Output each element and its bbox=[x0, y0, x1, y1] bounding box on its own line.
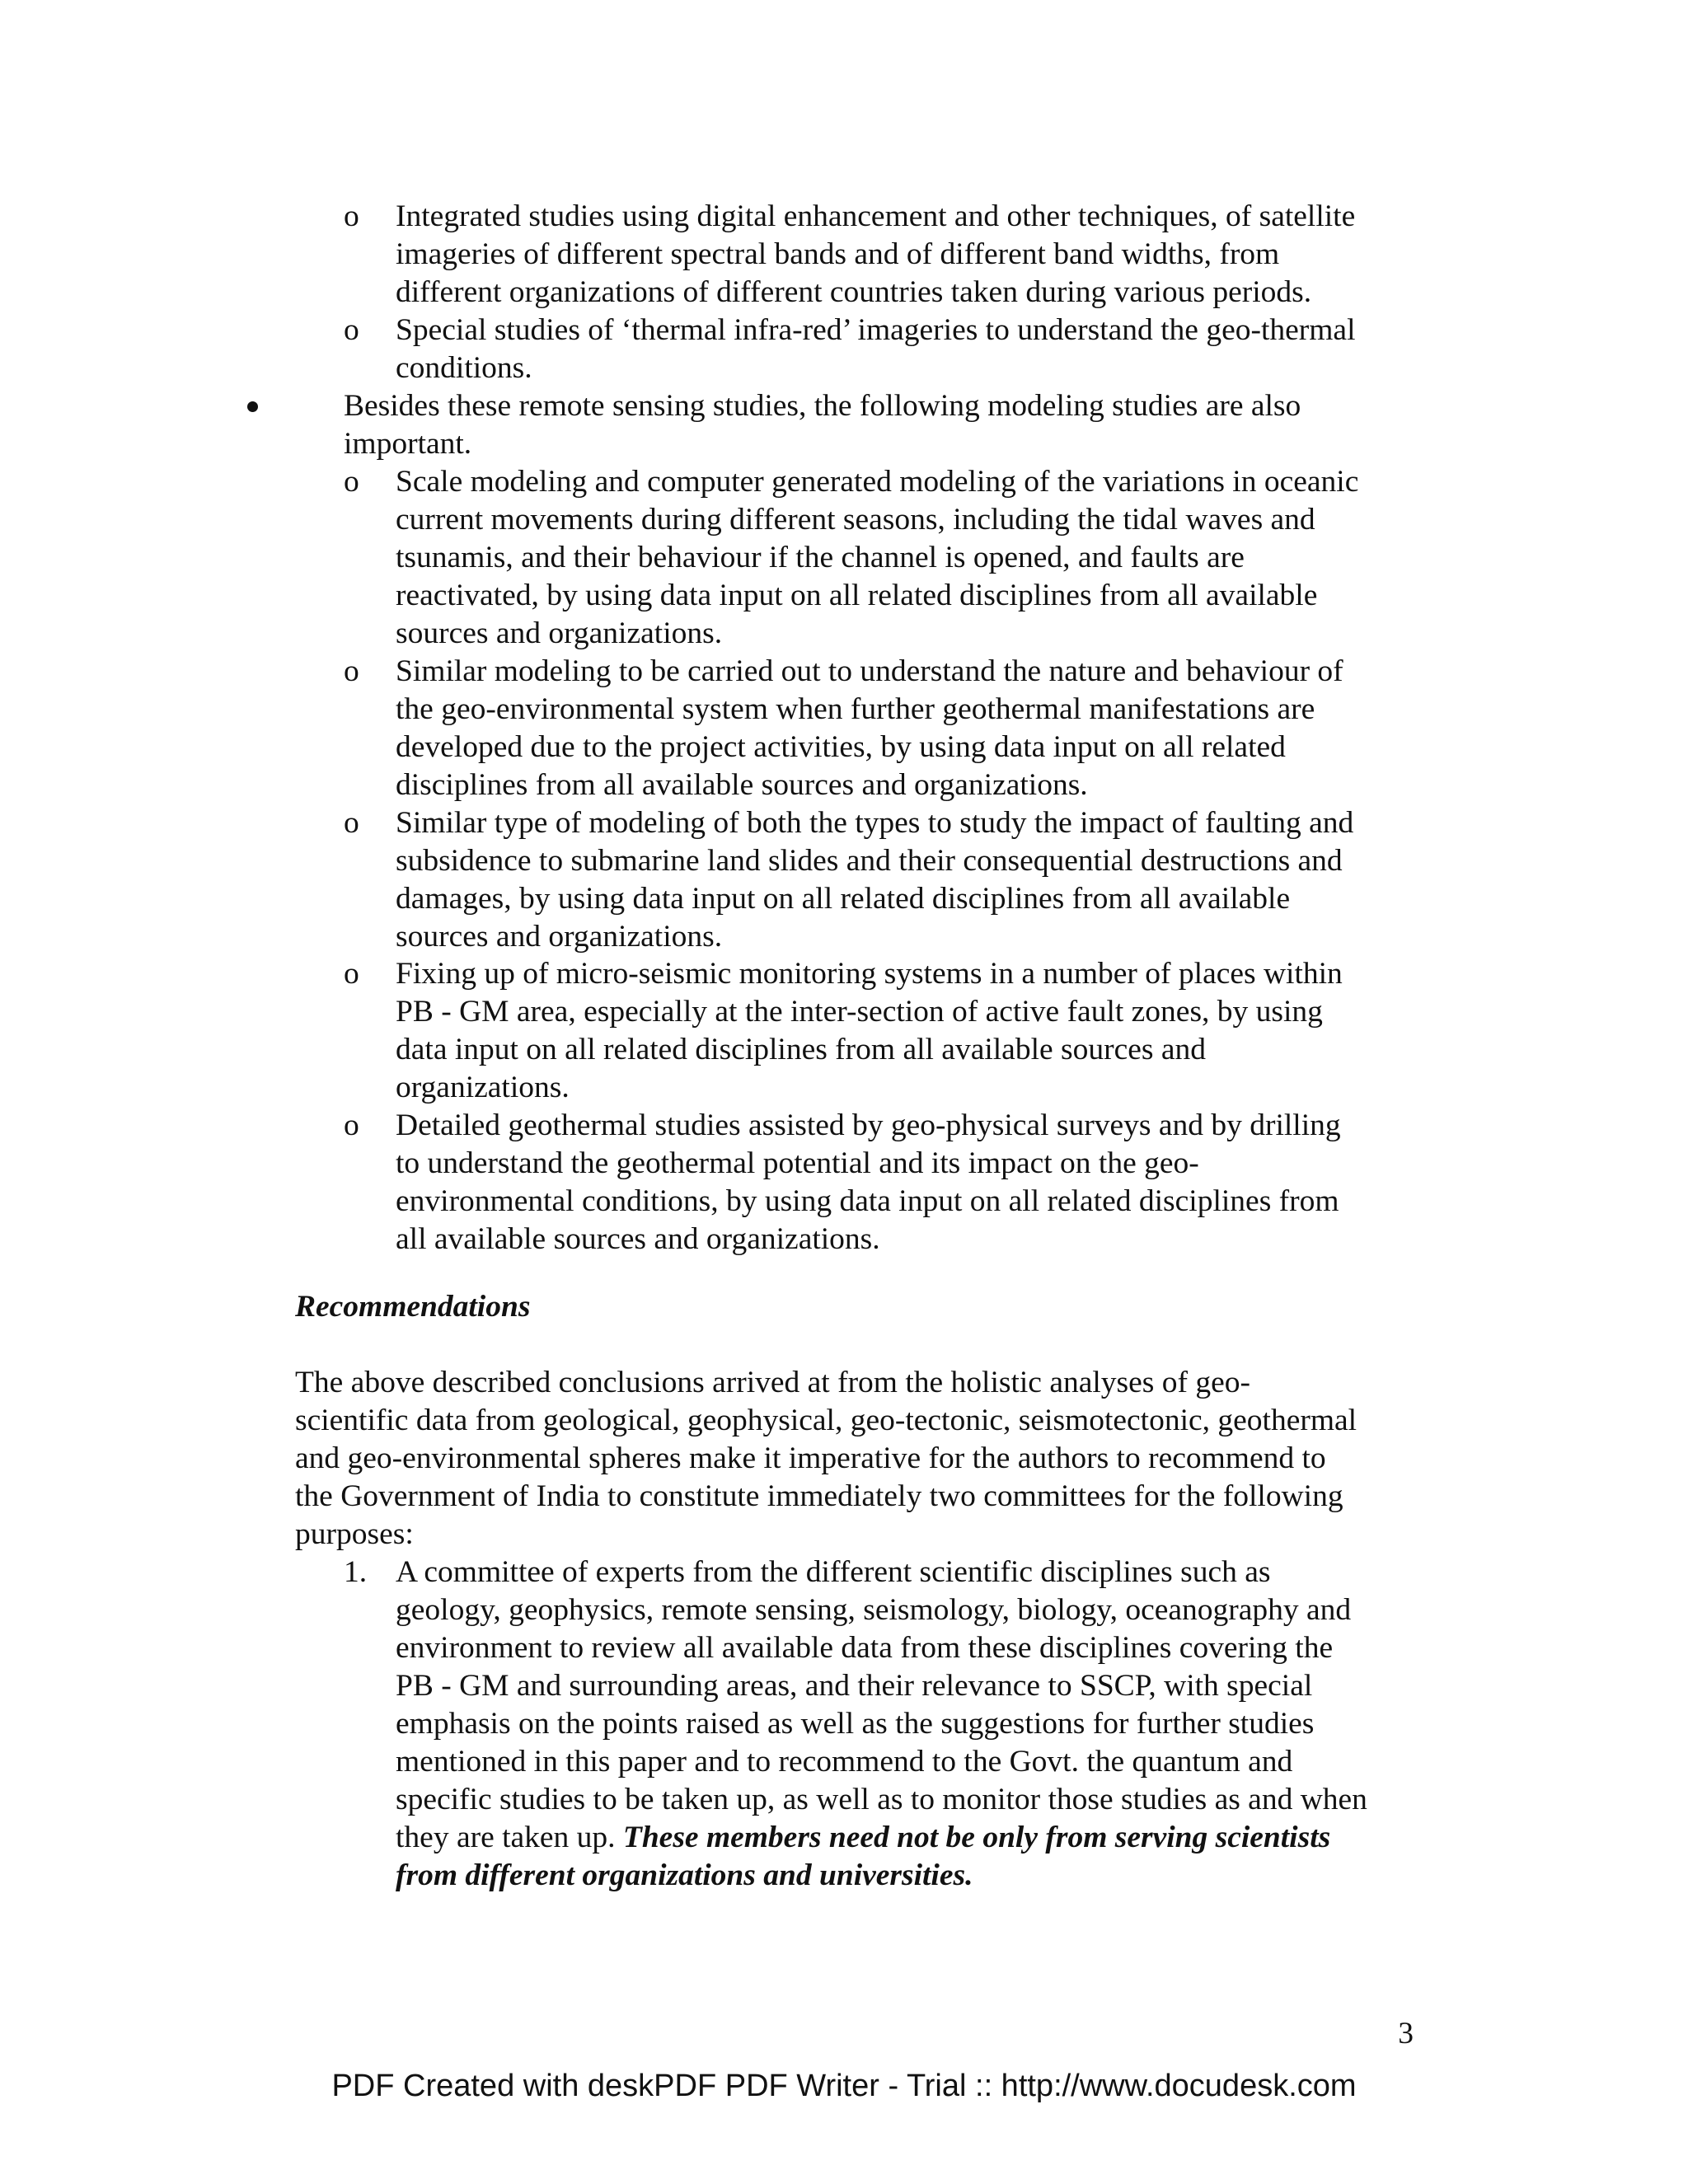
page-number: 3 bbox=[1398, 2017, 1414, 2050]
list-marker: o bbox=[344, 654, 359, 688]
list-item bbox=[344, 463, 1448, 653]
bullet-item bbox=[247, 387, 1418, 463]
list-marker: o bbox=[344, 957, 359, 991]
list-item-text: Scale modeling and computer generated modeling of the variations in oceanic current movements during different seasons, including the tidal waves and tsunamis, and their behaviour if the channel is opened, and faults are reactivated, by using data input on all related disciplines from all available sources and organizations. bbox=[396, 465, 1359, 650]
list-item bbox=[344, 198, 1448, 312]
pdf-footer: PDF Created with deskPDF PDF Writer - Trial :: http://www.docudesk.com bbox=[331, 2069, 1357, 2103]
list-item-text: Detailed geothermal studies assisted by geo-physical surveys and by drilling to understand the geothermal potential and its impact on the geo- environmental conditions, by using data input on all related disciplines from all available sources and organizations. bbox=[396, 1108, 1341, 1256]
numbered-item-body: A committee of experts from the different scientific disciplines such as geology, geophysics, remote sensing, seismology, biology, oceanography and environment to review all available data from these disciplines covering the PB - GM and surrounding areas, and their relevance to SSCP, with special emphasis on the points raised as well as the suggestions for further studies mentioned in this paper and to recommend to the Govt. the quantum and specific studies to be taken up, as well as to monitor those studies as and when they are taken up. bbox=[396, 1555, 1367, 1854]
list-item-text: Special studies of ‘thermal infra-red’ imageries to understand the geo-thermal conditions. bbox=[396, 313, 1356, 385]
bullet-dot-icon bbox=[247, 401, 258, 412]
list-marker: o bbox=[344, 465, 359, 499]
list-marker: o bbox=[344, 199, 359, 233]
section-heading: Recommendations bbox=[295, 1290, 531, 1324]
list-item bbox=[344, 312, 1448, 387]
list-item-text: Similar modeling to be carried out to understand the nature and behaviour of the geo-environmental system when further geothermal manifestations are developed due to the project activities, by using data input on all related disciplines from all available sources and organizations. bbox=[396, 654, 1343, 802]
list-item bbox=[344, 1107, 1448, 1258]
numbered-item-emphasis: These members need not be only from serving scientists from different organizations and universities. bbox=[396, 1821, 1331, 1892]
bullet-item-text: Besides these remote sensing studies, the following modeling studies are also important. bbox=[344, 389, 1301, 461]
list-marker: o bbox=[344, 313, 359, 347]
list-number: 1. bbox=[344, 1555, 368, 1589]
list-marker: o bbox=[344, 806, 359, 840]
numbered-item bbox=[344, 1554, 1448, 1895]
list-item-text: Similar type of modeling of both the types to study the impact of faulting and subsidence to submarine land slides and their consequential destructions and damages, by using data input on all related disciplines from all available sources and organizations. bbox=[396, 806, 1354, 954]
list-marker: o bbox=[344, 1108, 359, 1142]
list-item bbox=[344, 804, 1448, 956]
recommendations-paragraph: The above described conclusions arrived at from the holistic analyses of geo- scientific data from geological, geophysical, geo-tectonic, seismotectonic, geothermal and geo-environmental spheres make it imperative for the authors to recommend to the Government of India to constitute immediately two committees for the following purposes: bbox=[295, 1366, 1357, 1551]
list-item bbox=[344, 653, 1448, 804]
list-item-text: Integrated studies using digital enhancement and other techniques, of satellite imageries of different spectral bands and of different band widths, from different organizations of different countries taken during various periods. bbox=[396, 199, 1356, 309]
list-item-text: Fixing up of micro-seismic monitoring systems in a number of places within PB - GM area, especially at the inter-section of active fault zones, by using data input on all related disciplines from all available sources and organizations. bbox=[396, 957, 1343, 1104]
list-item bbox=[344, 955, 1448, 1107]
numbered-item-text bbox=[396, 1554, 1448, 1895]
